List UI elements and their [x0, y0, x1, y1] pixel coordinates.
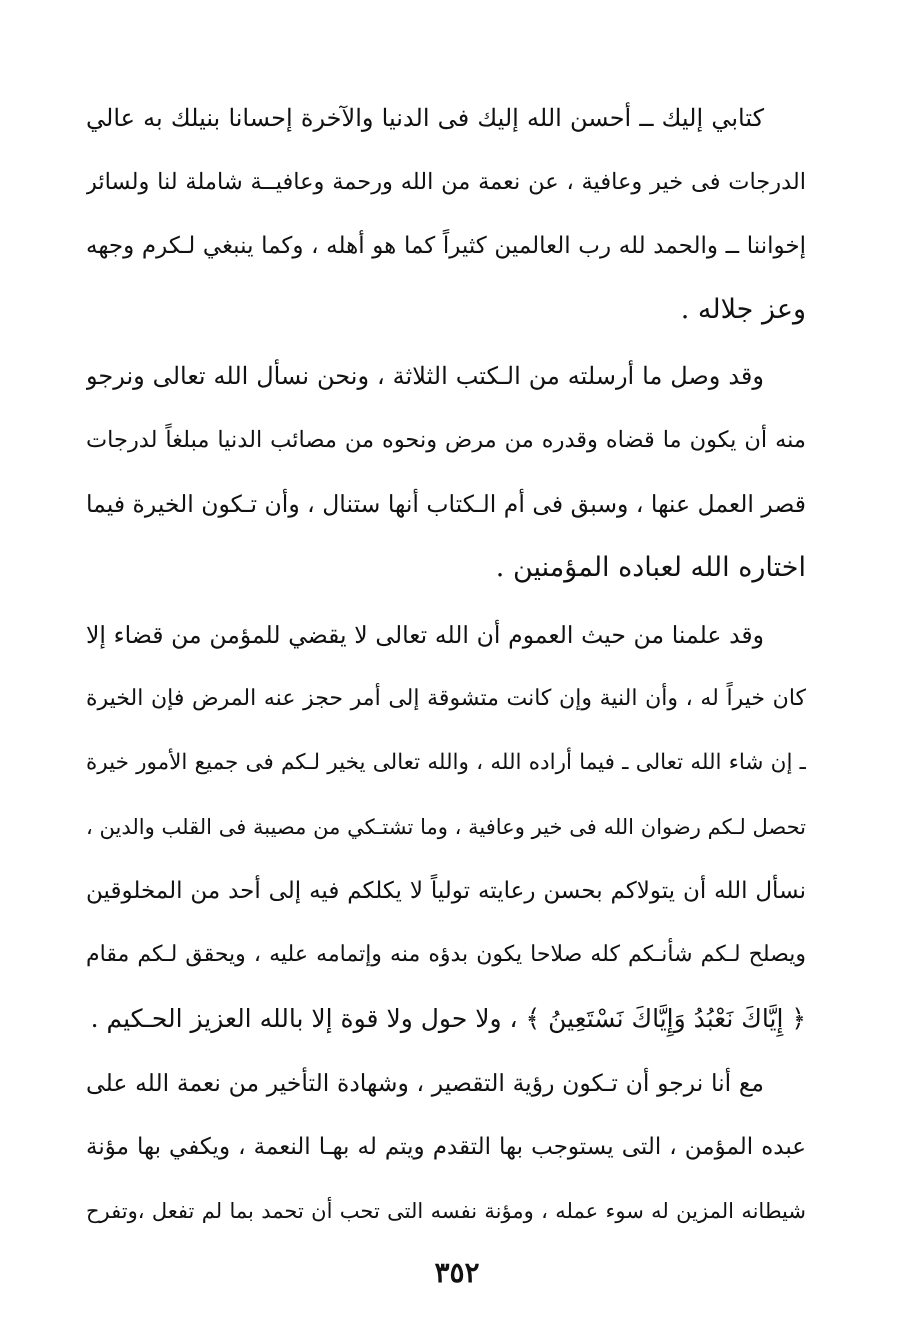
text-line: الدرجات فى خير وعافية ، عن نعمة من الله ورحمة وعافيــة شاملة لنا ولسائر: [86, 169, 806, 195]
text-line: كتابي إليك ــ أحسن الله إليك فى الدنيا والآخرة إحسانا بنيلك به عالي: [86, 104, 764, 132]
paragraph-2: [86, 344, 806, 600]
text-line: شيطانه المزين له سوء عمله ، ومؤنة نفسه التى تحب أن تحمد بما لم تفعل ،وتفرح: [86, 1199, 806, 1223]
text-line: وعز جلاله .: [680, 294, 806, 325]
text-line: نسأل الله أن يتولاكم بحسن رعايته تولياً لا يكلكم فيه إلى أحد من المخلوقين: [86, 878, 806, 904]
text-line: إخواننا ــ والحمد لله رب العالمين كثيراً كما هو أهله ، وكما ينبغي لـكرم وجهه: [86, 233, 806, 259]
text-line: كان خيراً له ، وأن النية وإن كانت متشوقة إلى أمر حجز عنه المرض فإن الخيرة: [86, 686, 806, 711]
text-line: وقد علمنا من حيث العموم أن الله تعالى لا يقضي للمؤمن من قضاء إلا: [86, 621, 764, 649]
paragraph-1: [86, 86, 806, 342]
text-line: قصر العمل عنها ، وسبق فى أم الـكتاب أنها ستنال ، وأن تـكون الخيرة فيما: [86, 490, 806, 518]
text-line: مع أنا نرجو أن تـكون رؤية التقصير ، وشهادة التأخير من نعمة الله على: [86, 1069, 764, 1097]
page-number: ٣٥٢: [434, 1256, 480, 1289]
paragraph-3: [86, 603, 806, 1051]
text-line: اختاره الله لعباده المؤمنين .: [495, 552, 806, 583]
text-line: وقد وصل ما أرسلته من الـكتب الثلاثة ، ونحن نسأل الله تعالى ونرجو: [86, 362, 764, 390]
text-line: ويصلح لـكم شأنـكم كله صلاحا يكون بدؤه منه وإتمامه عليه ، ويحقق لـكم مقام: [86, 942, 806, 967]
text-line: ـ إن شاء الله تعالى ـ فيما أراده الله ، والله تعالى يخير لـكم فى جميع الأمور خيرة: [86, 750, 806, 775]
text-line: عبده المؤمن ، التى يستوجب بها التقدم ويتم له بهـا النعمة ، ويكفي بها مؤنة: [86, 1134, 806, 1160]
text-line: منه أن يكون ما قضاه وقدره من مرض ونحوه من مصائب الدنيا مبلغاً لدرجات: [86, 427, 806, 453]
paragraph-4: [86, 1051, 806, 1243]
text-line-with-quran-verse: ﴿ إِيَّاكَ نَعْبُدُ وَإِيَّاكَ نَسْتَعِينُ ﴾ ، ولا حول ولا قوة إلا بالله العزيز الحـكيم .: [90, 1004, 806, 1033]
text-line: تحصل لـكم رضوان الله فى خير وعافية ، وما تشتـكي من مصيبة فى القلب والدين ،: [86, 815, 806, 839]
